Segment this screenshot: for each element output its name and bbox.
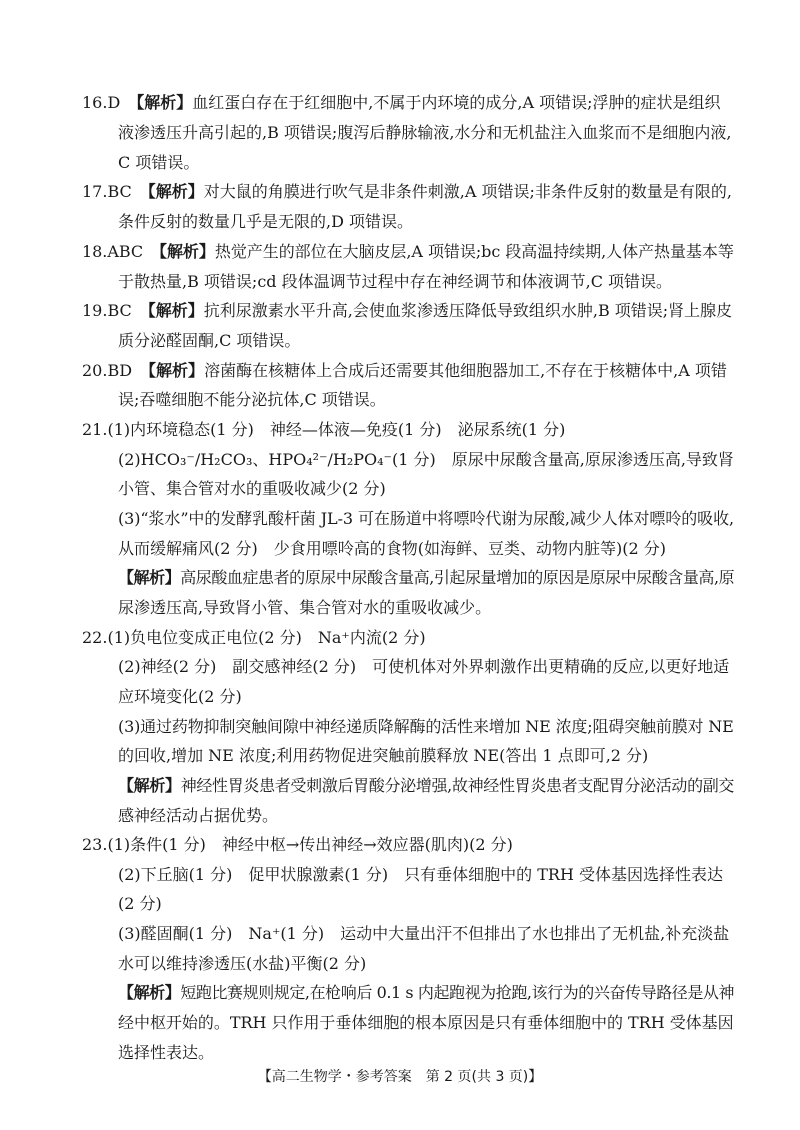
line-text: 尿渗透压高,导致肾小管、集合管对水的重吸收减少。 <box>118 598 492 617</box>
answer-line <box>82 242 734 262</box>
question-number: 20.BD <box>82 361 149 380</box>
answer-line <box>118 479 734 499</box>
answer-line <box>118 806 734 826</box>
answer-line <box>118 924 734 944</box>
answer-line <box>118 272 734 292</box>
line-text: (1)条件(1 分) 神经中枢→传出神经→效应器(肌肉)(2 分) <box>107 835 513 854</box>
line-text: 经中枢开始的。TRH 只作用于垂体细胞的根本原因是只有垂体细胞中的 TRH 受体基因 <box>118 1013 734 1032</box>
question-number: 21. <box>82 420 108 439</box>
analysis-tag: 【解析】 <box>159 242 215 261</box>
line-text: 从而缓解痛风(2 分) 少食用嘌呤高的食物(如海鲜、豆类、动物内脏等)(2 分) <box>118 539 666 558</box>
line-text: 液渗透压升高引起的,B 项错误;腹泻后静脉输液,水分和无机盐注入血浆而不是细胞内液, <box>118 123 732 142</box>
answer-line <box>118 539 734 559</box>
answer-line <box>118 509 734 529</box>
answer-line <box>118 123 734 143</box>
question-number: 23. <box>82 835 108 854</box>
line-text: (3)“浆水”中的发酵乳酸杆菌 JL-3 可在肠道中将嘌呤代谢为尿酸,减少人体对嘌呤的吸收, <box>118 509 734 528</box>
question-number: 16.D <box>82 93 137 112</box>
analysis-tag: 【解析】 <box>136 93 193 112</box>
answer-line <box>82 182 734 202</box>
question-number: 19.BC <box>82 301 148 320</box>
line-text: (3)醛固酮(1 分) Na⁺(1 分) 运动中大量出汗不但排出了水也排出了无机盐,补充淡盐 <box>118 924 730 943</box>
line-text: (1)内环境稳态(1 分) 神经—体液—免疫(1 分) 泌尿系统(1 分) <box>107 420 566 439</box>
answer-line <box>82 628 734 648</box>
answer-line <box>118 687 734 707</box>
line-text: 条件反射的数量几乎是无限的,D 项错误。 <box>118 212 414 231</box>
answer-line <box>118 1013 734 1033</box>
answer-line <box>118 1043 734 1063</box>
page-footer: 【高二生物学・参考答案 第 2 页(共 3 页)】 <box>257 1069 543 1085</box>
answer-line <box>118 894 734 914</box>
answer-line <box>118 153 734 173</box>
line-text: 对大鼠的角膜进行吹气是非条件刺激,A 项错误;非条件反射的数量是有限的, <box>203 182 732 201</box>
answer-line <box>118 390 734 410</box>
line-text: (1)负电位变成正电位(2 分) Na⁺内流(2 分) <box>107 628 426 647</box>
line-text: C 项错误。 <box>118 153 200 172</box>
answer-line <box>118 954 734 974</box>
answer-line <box>118 776 734 796</box>
question-number: 18.ABC <box>82 242 160 261</box>
line-text: 神经性胃炎患者受刺激后胃酸分泌增强,故神经性胃炎患者支配胃分泌活动的副交 <box>180 776 735 795</box>
analysis-tag: 【解析】 <box>147 301 204 320</box>
line-text: (3)通过药物抑制突触间隙中神经递质降解酶的活性来增加 NE 浓度;阻碍突触前膜对 NE <box>118 717 734 736</box>
line-text: 水可以维持渗透压(水盐)平衡(2 分) <box>118 954 367 973</box>
line-text: 误;吞噬细胞不能分泌抗体,C 项错误。 <box>118 390 386 409</box>
answer-line <box>82 835 734 855</box>
line-text: 小管、集合管对水的重吸收减少(2 分) <box>118 479 386 498</box>
answer-line <box>118 331 734 351</box>
answer-line <box>118 657 734 677</box>
answer-line <box>118 450 734 470</box>
line-text: 高尿酸血症患者的原尿中尿酸含量高,引起尿量增加的原因是原尿中尿酸含量高,原 <box>180 568 735 587</box>
line-text: 于散热量,B 项错误;cd 段体温调节过程中存在神经调节和体液调节,C 项错误。 <box>118 272 673 291</box>
question-number: 22. <box>82 628 108 647</box>
question-number: 17.BC <box>82 182 148 201</box>
line-text: 血红蛋白存在于红细胞中,不属于内环境的成分,A 项错误;浮肿的症状是组织 <box>192 93 721 112</box>
line-text: (2)HCO₃⁻/H₂CO₃、HPO₄²⁻/H₂PO₄⁻(1 分) 原尿中尿酸含量高,原尿渗透压高,导致肾 <box>118 450 734 469</box>
answer-line <box>118 598 734 618</box>
answer-line <box>118 568 734 588</box>
line-text: (2 分) <box>118 894 162 913</box>
answer-line <box>82 420 734 440</box>
answer-line <box>118 865 734 885</box>
answer-line <box>118 746 734 766</box>
line-text: 抗利尿激素水平升高,会使血浆渗透压降低导致组织水肿,B 项错误;肾上腺皮 <box>203 301 733 320</box>
line-text: 热觉产生的部位在大脑皮层,A 项错误;bc 段高温持续期,人体产热量基本等 <box>214 242 734 261</box>
analysis-tag: 【解析】 <box>118 568 181 587</box>
answer-line <box>82 93 734 113</box>
line-text: 的回收,增加 NE 浓度;利用药物促进突触前膜释放 NE(答出 1 点即可,2 分) <box>118 746 649 765</box>
answer-line <box>82 301 734 321</box>
analysis-tag: 【解析】 <box>147 182 204 201</box>
analysis-tag: 【解析】 <box>118 983 181 1002</box>
answer-line <box>118 983 734 1003</box>
answer-line <box>118 212 734 232</box>
line-text: 应环境变化(2 分) <box>118 687 242 706</box>
line-text: 溶菌酶在核糖体上合成后还需要其他细胞器加工,不存在于核糖体中,A 项错 <box>204 361 727 380</box>
line-text: 短跑比赛规则规定,在枪响后 0.1 s 内起跑视为抢跑,该行为的兴奋传导路径是从神 <box>180 983 735 1002</box>
analysis-tag: 【解析】 <box>118 776 181 795</box>
answer-line <box>82 361 734 381</box>
line-text: 感神经活动占据优势。 <box>118 806 279 825</box>
line-text: (2)神经(2 分) 副交感神经(2 分) 可使机体对外界刺激作出更精确的反应,以更好地适 <box>118 657 730 676</box>
line-text: 质分泌醛固酮,C 项错误。 <box>118 331 301 350</box>
answer-line <box>118 717 734 737</box>
analysis-tag: 【解析】 <box>148 361 205 380</box>
line-text: (2)下丘脑(1 分) 促甲状腺激素(1 分) 只有垂体细胞中的 TRH 受体基因选择性表达 <box>118 865 724 884</box>
line-text: 选择性表达。 <box>118 1043 215 1062</box>
